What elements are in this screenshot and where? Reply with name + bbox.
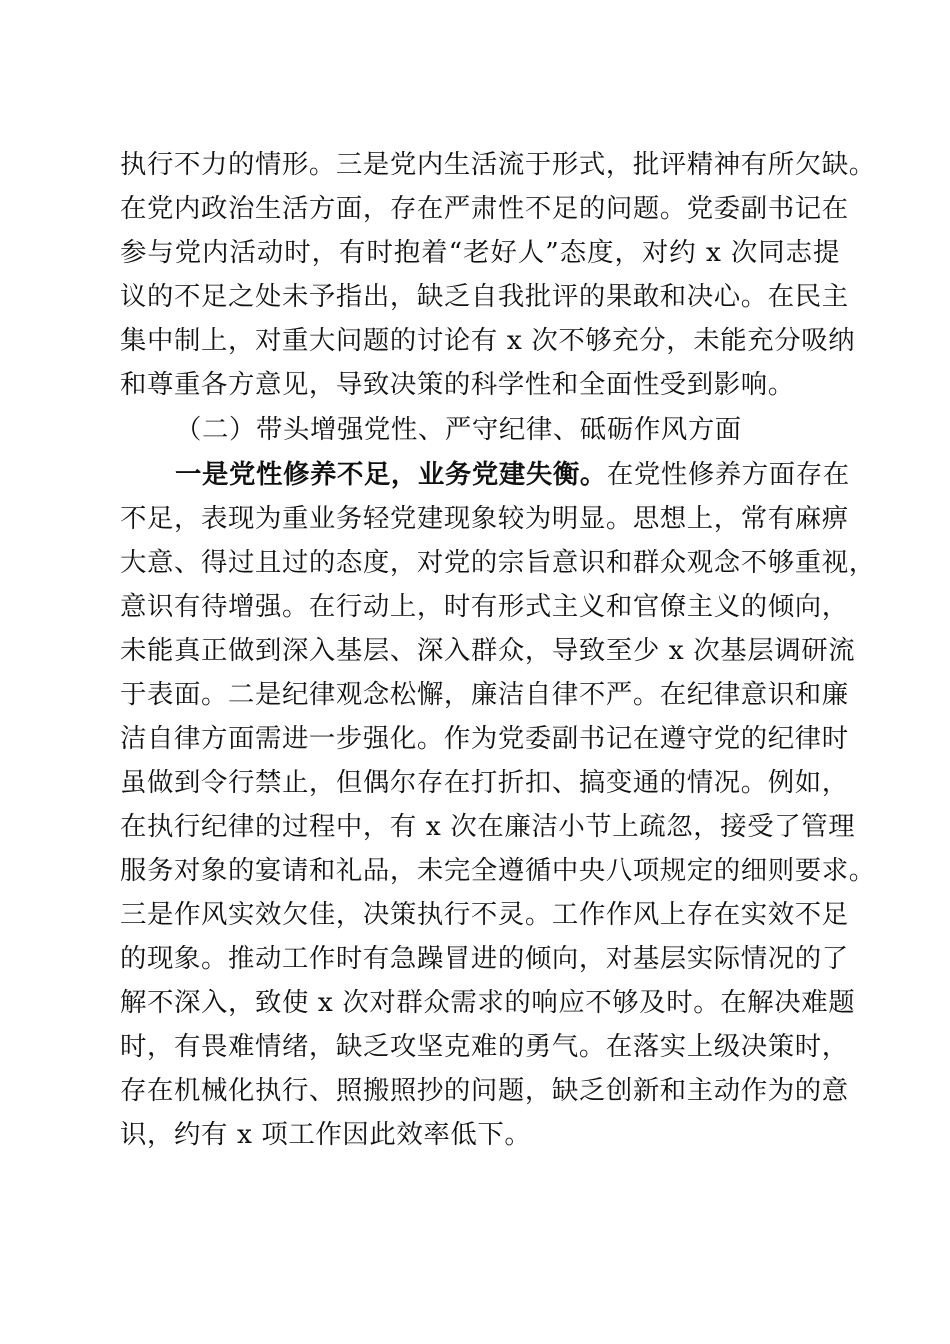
text-line: 大意、得过且过的态度，对党的宗旨意识和群众观念不够重视，	[120, 547, 876, 578]
text-line: 于表面。二是纪律观念松懈，廉洁自律不严。在纪律意识和廉	[120, 679, 849, 710]
text-line: 洁自律方面需进一步强化。作为党委副书记在遵守党的纪律时	[120, 723, 849, 754]
bold-lead: 一是党性修养不足，业务党建失衡。	[175, 459, 607, 490]
text-line: 的现象。推动工作时有急躁冒进的倾向，对基层实际情况的了	[120, 943, 849, 974]
text-line: 解不深入，致使 x 次对群众需求的响应不够及时。在解决难题	[120, 987, 856, 1018]
text-line: 存在机械化执行、照搬照抄的问题，缺乏创新和主动作为的意	[120, 1075, 849, 1106]
text-line: 集中制上，对重大问题的讨论有 x 次不够充分，未能充分吸纳	[120, 325, 856, 356]
text-line: 执行不力的情形。三是党内生活流于形式，批评精神有所欠缺。	[120, 149, 876, 180]
text-line: 三是作风实效欠佳，决策执行不灵。工作作风上存在实效不足	[120, 899, 849, 930]
section-heading: （二）带头增强党性、严守纪律、砥砺作风方面	[175, 414, 742, 445]
text-line: 识，约有 x 项工作因此效率低下。	[120, 1119, 532, 1150]
text-line	[175, 455, 850, 495]
text-line: 在党内政治生活方面，存在严肃性不足的问题。党委副书记在	[120, 193, 849, 224]
text-line: 议的不足之处未予指出，缺乏自我批评的果敢和决心。在民主	[120, 281, 849, 312]
text-line: 时，有畏难情绪，缺乏攻坚克难的勇气。在落实上级决策时，	[120, 1031, 849, 1062]
text-line: 参与党内活动时，有时抱着“老好人”态度，对约 x 次同志提	[120, 237, 840, 268]
text-segment: 在党性修养方面存在	[606, 459, 850, 490]
text-line: 服务对象的宴请和礼品，未完全遵循中央八项规定的细则要求。	[120, 855, 876, 886]
text-line: 在执行纪律的过程中，有 x 次在廉洁小节上疏忽，接受了管理	[120, 811, 856, 842]
text-line: 未能真正做到深入基层、深入群众，导致至少 x 次基层调研流	[120, 635, 856, 666]
text-line: 和尊重各方意见，导致决策的科学性和全面性受到影响。	[120, 369, 795, 400]
text-line: 不足，表现为重业务轻党建现象较为明显。思想上，常有麻痹	[120, 503, 849, 534]
text-line: 意识有待增强。在行动上，时有形式主义和官僚主义的倾向，	[120, 591, 849, 622]
text-line: 虽做到令行禁止，但偶尔存在打折扣、搞变通的情况。例如，	[120, 767, 849, 798]
